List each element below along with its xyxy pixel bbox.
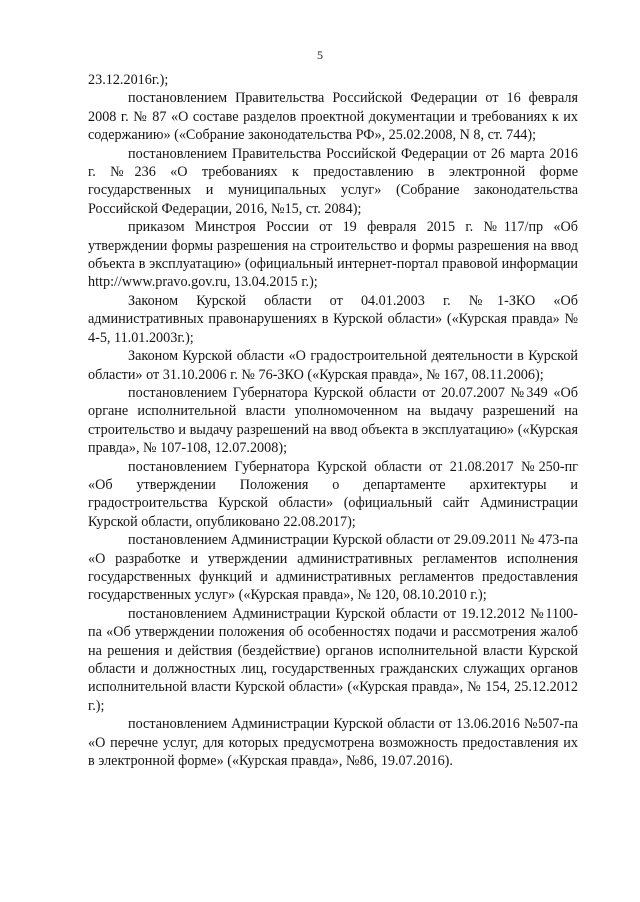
paragraph-pp-236: постановлением Правительства Российской Федерации от 26 марта 2016 г. №236 «О требованиях к предоставлению в электронной форме государственных и муниципальных услуг» (Собрание законодательства Российской Федерации, 2016, №15, ст. 2084); bbox=[88, 145, 578, 217]
paragraph-admin-473: постановлением Администрации Курской области от 29.09.2011 № 473-па «О разработке и утверждении административных регламентов исполнения государственных функций и административных регламентов предоставления государственных услуг» («Курская правда», № 120, 08.10.2010 г.); bbox=[88, 532, 578, 604]
paragraph-admin-1100: постановлением Администрации Курской области от 19.12.2012 №1100-па «Об утверждении положения об особенностях подачи и рассмотрения жалоб на решения и действия (бездействие) органов исполнительной власти Курской области и должностных лиц, государственных гражданских служащих органов исполнительной власти Курской области» («Курская правда», № 154, 25.12.2012 г.); bbox=[88, 605, 578, 714]
page-number: 5 bbox=[317, 48, 323, 62]
paragraph-governor-349: постановлением Губернатора Курской области от 20.07.2007 №349 «Об органе исполнительной власти уполномоченном на выдачу разрешений на строительство и выдачу разрешений на ввод объекта в эксплуатацию» («Курская правда», № 107-108, 12.07.2008); bbox=[88, 384, 578, 457]
paragraph-law-1-zko: Законом Курской области от 04.01.2003 г. №1-ЗКО «Об административных правонарушениях в Курской области» («Курская правда» № 4-5, 11.01.2003г.); bbox=[88, 292, 578, 346]
paragraph-minstroy-117: приказом Минстроя России от 19 февраля 2015 г. №117/пр «Об утверждении формы разрешения на строительство и формы разрешения на ввод объекта в эксплуатацию» (официальный интернет-портал правовой информации http://www.pravo.gov.ru, 13.04.2015 г.); bbox=[88, 219, 578, 291]
paragraph-continuation: 23.12.2016г.); bbox=[88, 72, 169, 88]
paragraph-law-76-zko: Законом Курской области «О градостроительной деятельности в Курской области» от 31.10.2006 г. № 76-ЗКО («Курская правда», № 167, 08.11.2006); bbox=[88, 348, 578, 383]
paragraph-pp-87: постановлением Правительства Российской Федерации от 16 февраля 2008 г. № 87 «О составе разделов проектной документации и требованиях к их содержанию» («Собрание законодательства РФ», 25.02.2008, N 8, ст. 744); bbox=[88, 90, 578, 144]
paragraph-admin-507: постановлением Администрации Курской области от 13.06.2016 №507-па «О перечне услуг, для которых предусмотрена возможность предоставления их в электронной форме» («Курская правда», №86, 19.07.2016). bbox=[88, 716, 578, 770]
document-body bbox=[88, 71, 578, 770]
paragraph-governor-250: постановлением Губернатора Курской области от 21.08.2017 №250-пг «Об утверждении Положения о департаменте архитектуры и градостроительства Курской области» (официальный сайт Администрации Курской области, опубликовано 22.08.2017); bbox=[88, 458, 578, 530]
